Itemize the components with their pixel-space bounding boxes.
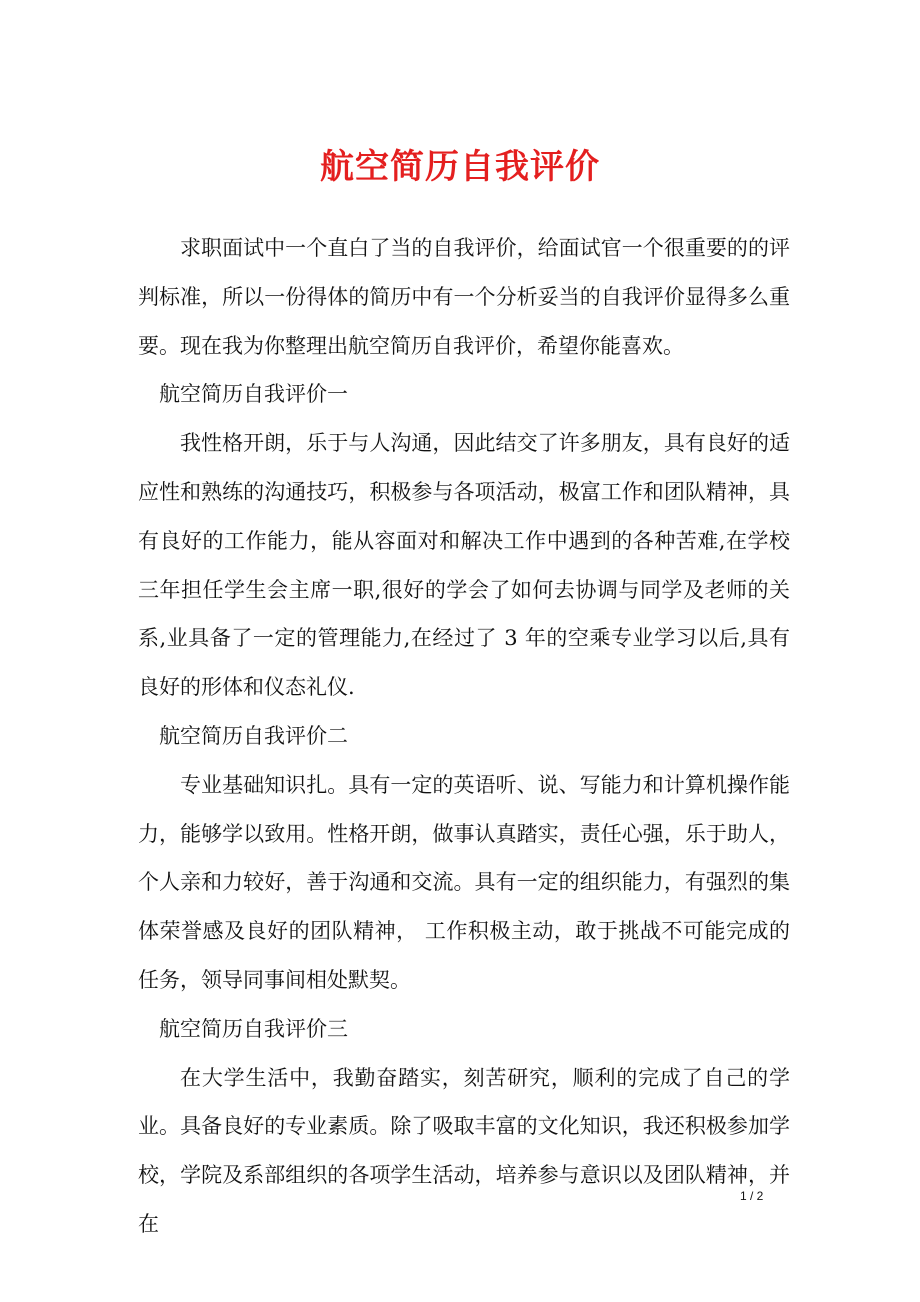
intro-paragraph: 求职面试中一个直白了当的自我评价，给面试官一个很重要的的评判标准，所以一份得体的简历中有一个分析妥当的自我评价显得多么重要。现在我为你整理出航空简历自我评价，希望你能喜欢。 [138,236,790,358]
section-paragraph-3: 在大学生活中，我勤奋踏实，刻苦研究，顺利的完成了自己的学业。具备良好的专业素质。除了吸取丰富的文化知识，我还积极参加学校，学院及系部组织的各项学生活动，培养参与意识以及团队精神，并在 [138,1065,790,1236]
section-paragraph-1: 我性格开朗，乐于与人沟通，因此结交了许多朋友，具有良好的适应性和熟练的沟通技巧，积极参与各项活动，极富工作和团队精神，具有良好的工作能力，能从容面对和解决工作中遇到的各种苦难,在学校三年担任学生会主席一职,很好的学会了如何去协调与同学及老师的关系,业具备了一定的管理能力,在经过了 3 年的空乘专业学习以后,具有良好的形体和仪态礼仪. [138,431,790,700]
section-heading-1: 航空简历自我评价一 [159,382,348,407]
document-title: 航空简历自我评价 [320,147,600,187]
page-number: 1 / 2 [740,1189,764,1203]
section-paragraph-2: 专业基础知识扎。具有一定的英语听、说、写能力和计算机操作能力，能够学以致用。性格开朗，做事认真踏实，责任心强，乐于助人，个人亲和力较好，善于沟通和交流。具有一定的组织能力，有强烈的集体荣誉感及良好的团队精神， 工作积极主动，敢于挑战不可能完成的任务，领导同事间相处默契。 [138,772,790,992]
section-heading-3: 航空简历自我评价三 [159,1016,348,1041]
section-heading-2: 航空简历自我评价二 [159,723,348,748]
document-body [138,224,790,1249]
